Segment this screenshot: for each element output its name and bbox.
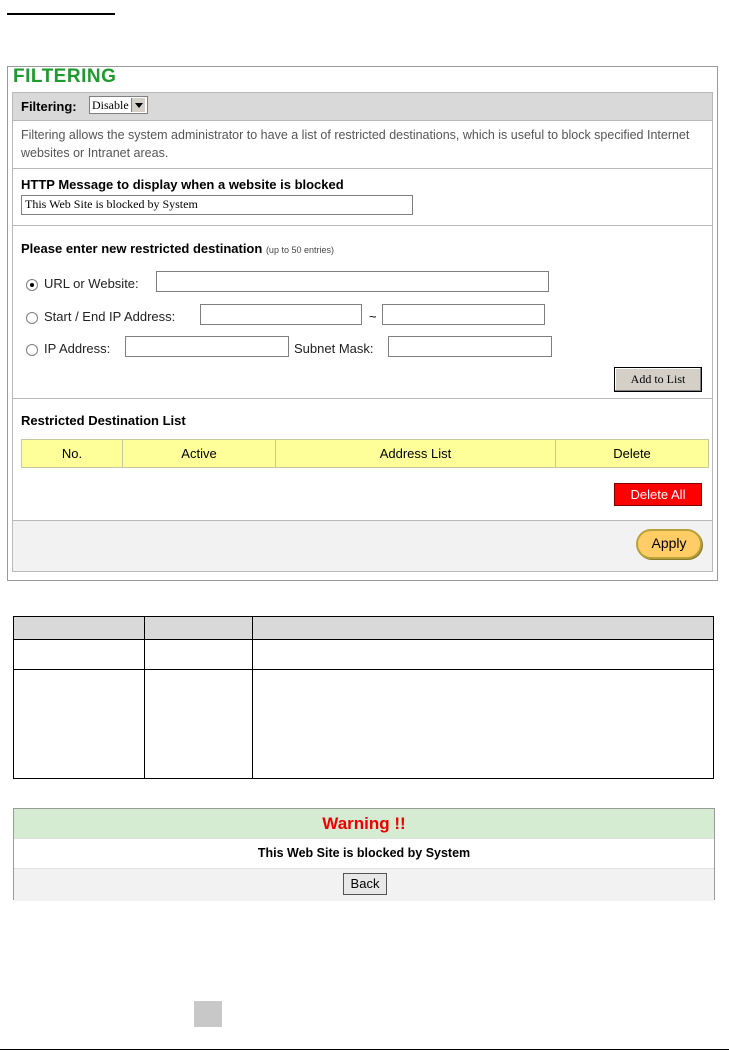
- start-ip-input[interactable]: [200, 304, 362, 325]
- range-separator: ~: [369, 309, 377, 324]
- panel-title: FILTERING: [13, 66, 117, 87]
- chevron-down-icon: [131, 98, 145, 112]
- option-ip-range: [26, 309, 175, 324]
- info-cell: [145, 670, 253, 779]
- gray-marker: [194, 1001, 222, 1027]
- bottom-rule: [0, 1049, 729, 1050]
- warning-message: This Web Site is blocked by System: [14, 838, 714, 868]
- http-message-input[interactable]: This Web Site is blocked by System: [21, 195, 413, 215]
- end-ip-input[interactable]: [382, 304, 545, 325]
- info-header-cell: [14, 617, 145, 640]
- info-cell: [145, 640, 253, 670]
- option-ip-address: [26, 341, 110, 356]
- restricted-list-row: [13, 398, 712, 520]
- top-rule: [7, 13, 115, 15]
- filtering-form: [12, 92, 713, 572]
- info-cell: [14, 640, 145, 670]
- ip-address-input[interactable]: [125, 336, 289, 357]
- column-address-list: Address List: [276, 440, 556, 468]
- info-cell: [14, 670, 145, 779]
- apply-row: [13, 520, 712, 571]
- add-to-list-button[interactable]: Add to List: [614, 367, 702, 392]
- ip-address-label: IP Address:: [44, 341, 111, 356]
- warning-footer: [14, 868, 714, 901]
- new-destination-label: Please enter new restricted destination: [21, 241, 263, 256]
- http-message-label: HTTP Message to display when a website is blocked: [21, 177, 344, 192]
- filtering-row: [13, 93, 712, 120]
- column-active: Active: [123, 440, 276, 468]
- info-header-cell: [253, 617, 714, 640]
- filtering-select[interactable]: [89, 96, 148, 114]
- ip-address-radio[interactable]: [26, 344, 38, 356]
- subnet-mask-label: Subnet Mask:: [294, 341, 374, 356]
- warning-box: [13, 808, 715, 900]
- info-table-row: [14, 640, 714, 670]
- column-no: No.: [22, 440, 123, 468]
- info-table-header: [14, 617, 714, 640]
- info-header-cell: [145, 617, 253, 640]
- column-delete: Delete: [556, 440, 709, 468]
- back-button[interactable]: Back: [343, 873, 387, 895]
- apply-button[interactable]: Apply: [636, 529, 702, 559]
- subnet-mask-input[interactable]: [388, 336, 552, 357]
- info-table: [13, 616, 714, 779]
- option-url: [26, 276, 139, 291]
- new-destination-row: [13, 225, 712, 398]
- description-row: [13, 120, 712, 168]
- ip-range-label: Start / End IP Address:: [44, 309, 176, 324]
- restricted-list-title: Restricted Destination List: [21, 413, 186, 428]
- info-table-row: [14, 670, 714, 779]
- filtering-label: Filtering:: [21, 99, 77, 114]
- new-destination-note: (up to 50 entries): [265, 245, 334, 255]
- delete-all-button[interactable]: Delete All: [614, 483, 702, 506]
- warning-title: Warning !!: [14, 809, 714, 838]
- filtering-select-value: Disable: [92, 98, 129, 112]
- filtering-description: Filtering allows the system administrator to have a list of restricted destinations, which is useful to block specified Internet websites or Intranet areas.: [21, 128, 690, 160]
- http-message-row: [13, 168, 712, 225]
- url-input[interactable]: [156, 271, 549, 292]
- info-cell: [253, 670, 714, 779]
- ip-range-radio[interactable]: [26, 312, 38, 324]
- url-label: URL or Website:: [44, 276, 139, 291]
- restricted-list-table: [21, 439, 709, 468]
- filtering-panel: [7, 66, 718, 581]
- info-cell: [253, 640, 714, 670]
- url-radio[interactable]: [26, 279, 38, 291]
